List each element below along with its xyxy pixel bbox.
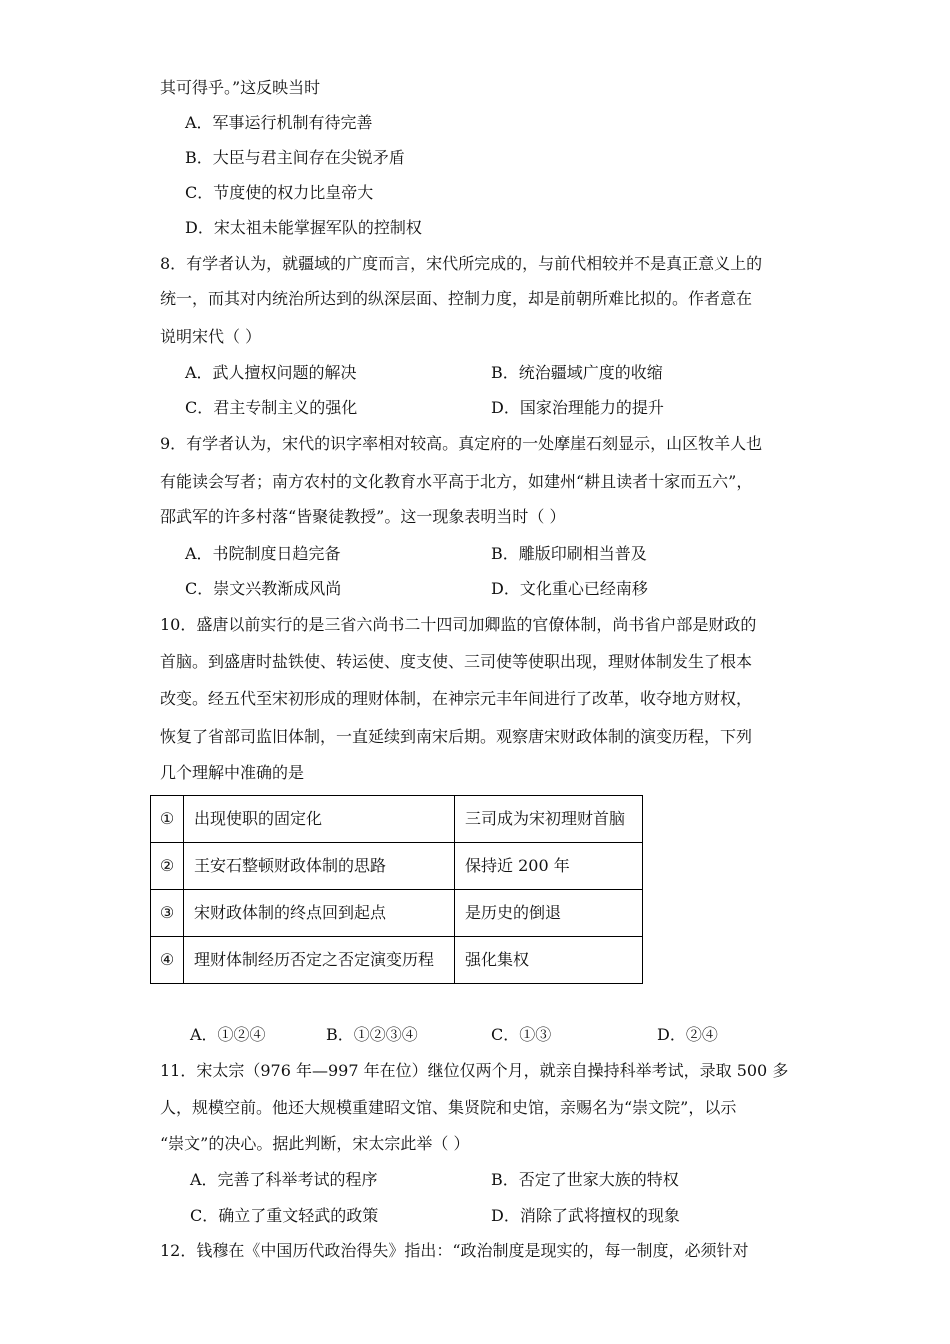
q9-stem-line-2: 有能读会写者；南方农村的文化教育水平高于北方，如建州“耕且读者十家而五六”， [160, 472, 753, 491]
q11-stem-line-2: 人，规模空前。他还大规模重建昭文馆、集贤院和史馆，亲赐名为“崇文院”，以示 [160, 1098, 737, 1117]
q9-stem-line-1: 9．有学者认为，宋代的识字率相对较高。真定府的一处摩崖石刻显示，山区牧羊人也 [160, 434, 763, 453]
q10-stem-line-1: 10．盛唐以前实行的是三省六尚书二十四司加卿监的官僚体制，尚书省户部是财政的 [160, 615, 757, 634]
q10-option-d[interactable]: D．②④ [657, 1025, 718, 1044]
table-row [151, 937, 643, 984]
row-statement: 出现使职的固定化 [184, 796, 455, 843]
q9-option-a[interactable]: A．书院制度日趋完备 [185, 544, 341, 563]
q8-stem-line-3: 说明宋代（ ） [160, 327, 262, 346]
q9-option-b[interactable]: B．雕版印刷相当普及 [491, 544, 647, 563]
row-number: ④ [151, 937, 184, 984]
q8-stem-line-2: 统一，而其对内统治所达到的纵深层面、控制力度，却是前朝所难比拟的。作者意在 [160, 289, 753, 308]
q11-option-c[interactable]: C．确立了重文轻武的政策 [190, 1206, 379, 1225]
row-statement: 王安石整顿财政体制的思路 [184, 843, 455, 890]
q10-option-a[interactable]: A．①②④ [190, 1025, 266, 1044]
row-number: ② [151, 843, 184, 890]
q10-stem-line-2: 首脑。到盛唐时盐铁使、转运使、度支使、三司使等使职出现，理财体制发生了根本 [160, 652, 753, 671]
q10-stem-line-3: 改变。经五代至宋初形成的理财体制，在神宗元丰年间进行了改革，收夺地方财权， [160, 689, 753, 708]
q8-stem-line-1: 8．有学者认为，就疆域的广度而言，宋代所完成的，与前代相较并不是真正意义上的 [160, 254, 763, 273]
row-explanation: 保持近 200 年 [455, 843, 643, 890]
q10-stem-line-4: 恢复了省部司监旧体制，一直延续到南宋后期。观察唐宋财政体制的演变历程，下列 [160, 727, 753, 746]
q8-option-d[interactable]: D．国家治理能力的提升 [491, 398, 664, 417]
row-explanation: 是历史的倒退 [455, 890, 643, 937]
q9-stem-line-3: 邵武军的许多村落“皆聚徒教授”。这一现象表明当时（ ） [160, 507, 566, 526]
q12-stem-line-1: 12．钱穆在《中国历代政治得失》指出：“政治制度是现实的，每一制度，必须针对 [160, 1241, 749, 1260]
row-explanation: 强化集权 [455, 937, 643, 984]
q8-option-b[interactable]: B．统治疆域广度的收缩 [491, 363, 663, 382]
row-statement: 理财体制经历否定之否定演变历程 [184, 937, 455, 984]
q8-option-a[interactable]: A．武人擅权问题的解决 [185, 363, 357, 382]
q10-statement-table [150, 795, 643, 984]
table-row [151, 890, 643, 937]
row-statement: 宋财政体制的终点回到起点 [184, 890, 455, 937]
q7-option-d[interactable]: D．宋太祖未能掌握军队的控制权 [185, 218, 422, 237]
row-explanation: 三司成为宋初理财首脑 [455, 796, 643, 843]
q7-option-b[interactable]: B．大臣与君主间存在尖锐矛盾 [185, 148, 405, 167]
table-row [151, 843, 643, 890]
q7-continuation: 其可得乎。”这反映当时 [160, 78, 321, 97]
q7-option-a[interactable]: A．军事运行机制有待完善 [185, 113, 373, 132]
q11-stem-line-3: “崇文”的决心。据此判断，宋太宗此举（ ） [160, 1134, 470, 1153]
row-number: ① [151, 796, 184, 843]
q7-option-c[interactable]: C．节度使的权力比皇帝大 [185, 183, 374, 202]
q11-stem-line-1: 11．宋太宗（976 年—997 年在位）继位仅两个月，就亲自操持科举考试，录取 500 多 [160, 1061, 789, 1080]
q10-option-c[interactable]: C．①③ [491, 1025, 552, 1044]
q10-option-b[interactable]: B．①②③④ [326, 1025, 418, 1044]
q8-option-c[interactable]: C．君主专制主义的强化 [185, 398, 358, 417]
q9-option-c[interactable]: C．崇文兴教渐成风尚 [185, 579, 342, 598]
q10-stem-line-5: 几个理解中准确的是 [160, 763, 305, 782]
q11-option-d[interactable]: D．消除了武将擅权的现象 [491, 1206, 680, 1225]
table-row [151, 796, 643, 843]
q9-option-d[interactable]: D．文化重心已经南移 [491, 579, 648, 598]
row-number: ③ [151, 890, 184, 937]
q11-option-a[interactable]: A．完善了科举考试的程序 [190, 1170, 378, 1189]
q11-option-b[interactable]: B．否定了世家大族的特权 [491, 1170, 679, 1189]
